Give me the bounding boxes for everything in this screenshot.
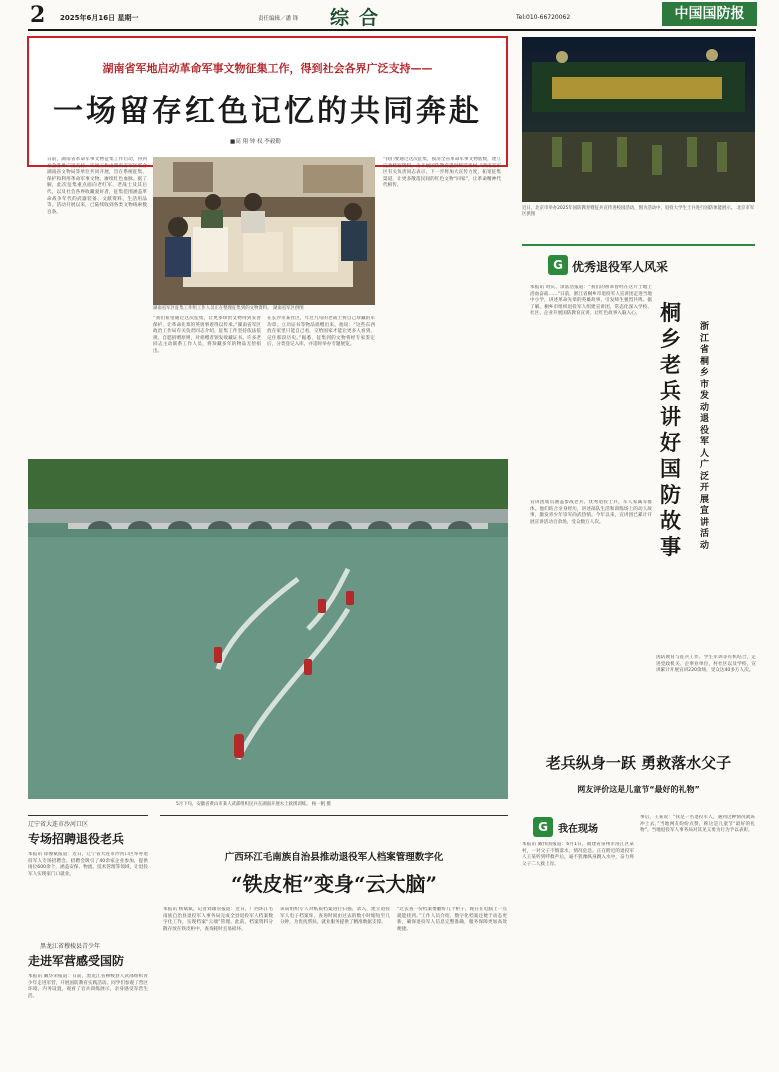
on-scene-badge: 我在现场: [558, 824, 598, 835]
boat-drill-caption: 5月下旬，安徽省黄山市某人武部组织民兵在湖面开展水上救援训练。 杨一帆 摄: [176, 802, 331, 807]
archive-photo-caption: 湖南省军区征集工作组工作人员正在整理征集到的文物资料。 湖南省军区供图: [153, 306, 304, 311]
editor-credit: 责任编辑／潘 锋: [258, 16, 299, 22]
archive-digitization-kicker: 广西环江毛南族自治县推动退役军人档案管理数字化: [224, 852, 444, 863]
bottom-center-rule: [160, 815, 508, 816]
lead-story-kicker: 湖南省军地启动革命军事文物征集工作，得到社会各界广泛支持——: [102, 62, 433, 75]
story1-title: 专场招聘退役老兵: [28, 832, 125, 846]
lead-story-headline: 一场留存红色记忆的共同奔赴: [53, 94, 482, 129]
newspaper-logo: 中国国防报: [662, 2, 757, 26]
lead-story-byline: ■高 翔 钟 权 李毅勤: [230, 139, 281, 145]
story1-body: 本报讯 徐俊斌报道：近日，辽宁省大连市沙河口区举办退役军人专场招聘会。招聘会吸引了40余家企业参加，提供岗位600余个，涵盖安保、物流、技术管理等领域，让退役军人实现家门口就业。: [28, 852, 148, 877]
on-scene-badge-icon: G: [533, 817, 553, 837]
section-title: 综合: [330, 7, 389, 29]
story2-title: 走进军营感受国防: [28, 954, 125, 968]
story1-kicker: 辽宁省大连市沙河口区: [28, 821, 89, 828]
lead-story-body-col2: “我们希望通过这次征集，让更多珍贵文物得到妥善保护，让革命先辈的英勇事迹得以传承。”湖南省军区政治工作局有关负责同志介绍，征集工作坚持依法依规、自愿捐赠原则，对捐赠者颁发收藏证书。许多老同志主动联系工作人员，将珍藏多年的物品无偿捐出。: [153, 316, 261, 354]
archive-digitization-body-col3: “过去查一份档案要翻好几个柜子，现在在电脑上一点就能找到。”工作人员介绍，数字化档案还便于动态更新，确保退役军人信息完整准确，服务保障更加高效便捷。: [397, 907, 507, 932]
story2-kicker: 黑龙江省穆棱县青少年: [40, 943, 101, 950]
rescue-story-subtitle: 网友评价这是儿童节“最好的礼物”: [577, 785, 700, 794]
veteran-body-col2: 宣讲团成员涵盖参战老兵、优秀退役士兵、军人家属等群体。他们结合亲身经历，讲述部队生活和训练场上的动人故事，激发青少年崇军尚武热情。今年以来，宣讲团已累计开展宣讲活动百余场，受众数万人次。: [530, 500, 652, 525]
bottom-left-rule: [28, 815, 148, 816]
veteran-column-rule: [522, 244, 755, 246]
boat-drill-photo: [28, 459, 508, 799]
veteran-badge-icon: G: [548, 255, 568, 275]
veteran-body-col3: 国防教育与征兵工作、学生军训等有机结合，走进党政机关、企事业单位、村社区以及学校，宣讲累计开展宣讲220余场，受众达40多万人次。: [656, 655, 756, 674]
lead-story-body-col4: “我们要通过这次征集，摸清全省革命军事文物底数，建立完善档案资料，为开展国防教育提供鲜活素材。”湖南省军区有关负责同志表示，下一步将加大宣传力度，拓宽征集渠道，让更多散落民间的红色文物“回家”，让革命精神代代相传。: [383, 157, 501, 189]
archive-digitization-headline: “铁皮柜”变身“云大脑”: [230, 872, 437, 896]
header-rule: [28, 29, 756, 31]
veteran-column-badge: 优秀退役军人风采: [572, 260, 669, 274]
telephone: Tel:010-66720062: [516, 14, 571, 21]
campus-event-photo: [522, 37, 755, 202]
archive-digitization-body-col1: 本报讯 杨斌斌、记者刘雄崇报道：近日，广西环江毛南族自治县退役军人事务局完成全县退役军人档案数字化工作，实现档案“云端”管理。此前，档案资料分散存放在铁皮柜中，查询耗时且易损坏。: [163, 907, 273, 932]
rescue-story-body-col2: 事后，王某说：“我是一名退役军人，遇到这种情况就该冲上去。”当地网友纷纷点赞，称这是儿童节“最好的礼物”。当地退役军人事务局对其见义勇为行为予以表彰。: [640, 815, 755, 834]
issue-date: 2025年6月16日 星期一: [60, 14, 139, 22]
campus-event-caption: 近日，北京市举办2025年国防教育暨征兵宣传进校园活动，图为活动中，退役大学生士兵进行国防体能展示。 北京市军区供图: [522, 206, 755, 217]
veteran-vertical-title: 桐乡老兵讲好国防故事: [660, 300, 681, 559]
lead-story-body-col3: 在长沙市某社区，年过九旬的老战士将自己珍藏的军功章、立功证书等物品捐赠出来。他说：“这些东西放在家里只能自己看，交给国家才能让更多人看到，记住那段历史。”据悉，征集到的文物将经专家鉴定后，分类登记入库，并适时举办专题展览。: [267, 316, 375, 348]
story2-body: 本报讯 戴华荣报道：日前，黑龙江省穆棱县人武部组织青少年走进军营，开展国防教育实践活动。同学们参观了营区环境、内务设置，观看了官兵训练展示，亲身感受军营生活。: [28, 974, 148, 999]
page-number: 2: [30, 2, 46, 28]
archive-photo: [153, 157, 375, 305]
veteran-vertical-subtitle: 浙江省桐乡市发动退役军人广泛开展宣讲活动: [700, 322, 710, 551]
lead-story-body-col1: 日前，湖南省革命军事文物征集工作启动，得到社会各界广泛支持。该项工作由湖南省军区联合湖南省文物局等单位共同开展，旨在系统征集、保护和利用革命军事文物，赓续红色血脉。据了解，此次征集重点面向老红军、老战士及其后代，以及社会各界收藏爱好者，征集范围涵盖革命战争年代的武器装备、文献资料、生活用品等。活动开展以来，已陆续收到各类文物线索数百条。: [47, 157, 147, 215]
rescue-story-kicker: 老兵纵身一跃 勇救落水父子: [545, 754, 732, 772]
rescue-story-body-col1: 本报讯 戴伟国报道：6月1日，福建省泉州市洛江区某村，一对父子不慎落水，情况危急。正在附近的退役军人王某听到呼救声后，毫不犹豫纵身跳入水中，奋力将父子二人救上岸。: [522, 842, 634, 867]
archive-digitization-body-col2: 该局组织专人对纸质档案进行扫描、录入，建立退役军人电子档案库，查询时间由过去的数小时缩短至几分钟，为优抚帮扶、就业服务提供了精准数据支撑。: [280, 907, 390, 926]
veteran-body-col1: 本报讯 时庆、余富浩报道：“我们的祖辈曾经在这片土地上浴血奋战……”日前，浙江省桐乡市退役军人宣讲团走进当地中小学，讲述革命先辈的英雄故事，引发师生强烈共鸣。据了解，桐乡市组织退役军人组建宣讲团，常态化深入学校、社区、企业开展国防教育宣讲，让红色故事入脑入心。: [530, 285, 652, 317]
